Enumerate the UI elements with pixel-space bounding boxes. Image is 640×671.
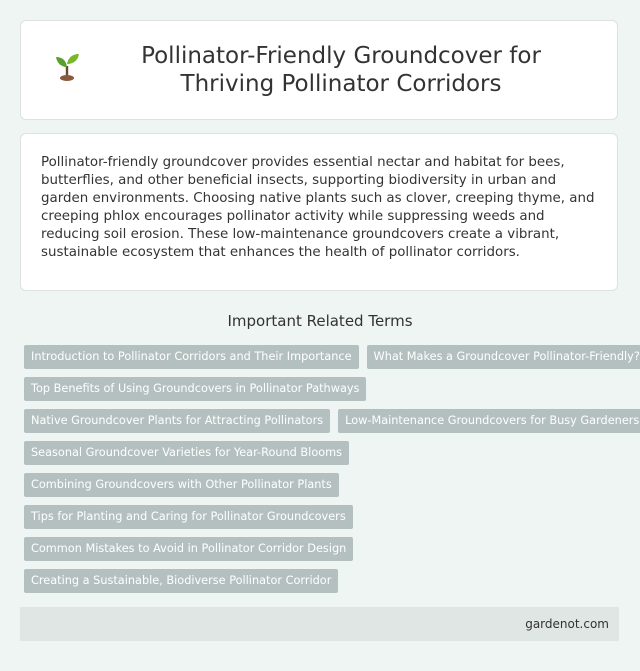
tag-row [24,537,624,561]
tag-row [24,377,624,401]
related-term-link[interactable]: Common Mistakes to Avoid in Pollinator Corridor Design [24,537,353,561]
related-term-link[interactable]: Low-Maintenance Groundcovers for Busy Gardeners [338,409,640,433]
tag-row [24,473,624,497]
intro-text: Pollinator-friendly groundcover provides essential nectar and habitat for bees, butterflies, and other beneficial insects, supporting biodiversity in urban and garden environments. Choosing native plants such as clover, creeping thyme, and creeping phlox encourages pollinator activity while suppressing weeds and reducing soil erosion. These low-maintenance groundcovers create a vibrant, sustainable ecosystem that enhances the health of pollinator corridors. [41,155,595,260]
related-term-link[interactable]: Creating a Sustainable, Biodiverse Pollinator Corridor [24,569,338,593]
related-term-link[interactable]: Seasonal Groundcover Varieties for Year-Round Blooms [24,441,349,465]
seedling-icon [51,50,83,82]
related-term-link[interactable]: Combining Groundcovers with Other Pollinator Plants [24,473,339,497]
related-terms-list [24,345,640,601]
page-title: Pollinator-Friendly Groundcover for Thriving Pollinator Corridors [141,43,541,97]
tag-row [24,505,624,529]
header-card [20,20,618,120]
related-term-link[interactable]: Tips for Planting and Caring for Pollinator Groundcovers [24,505,353,529]
related-terms-title: Important Related Terms [227,312,413,330]
footer-site-link[interactable]: gardenot.com [525,617,609,631]
related-term-link[interactable]: What Makes a Groundcover Pollinator-Friendly? [367,345,640,369]
title-wrap [21,42,617,98]
related-term-link[interactable]: Native Groundcover Plants for Attracting Pollinators [24,409,330,433]
related-term-link[interactable]: Top Benefits of Using Groundcovers in Pollinator Pathways [24,377,366,401]
footer [20,607,619,641]
related-term-link[interactable]: Introduction to Pollinator Corridors and Their Importance [24,345,359,369]
tag-row [24,409,640,433]
tag-row [24,569,624,593]
intro-card [20,133,618,291]
tag-row [24,441,624,465]
tag-row [24,345,640,369]
